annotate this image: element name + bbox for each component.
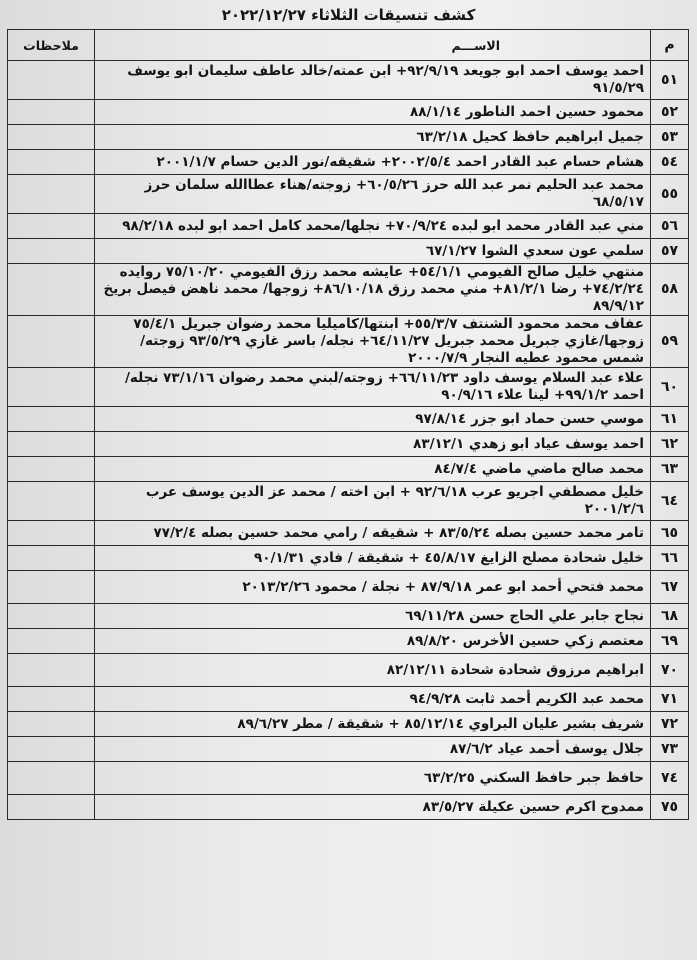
row-number: ٥٥ [651, 175, 689, 214]
table-row [8, 239, 689, 264]
table-row [8, 125, 689, 150]
row-notes [8, 214, 95, 239]
row-notes [8, 61, 95, 100]
row-name: موسي حسن حماد ابو جزر ٩٧/٨/١٤ [95, 407, 651, 432]
row-notes [8, 239, 95, 264]
row-number: ٦١ [651, 407, 689, 432]
row-notes [8, 407, 95, 432]
table-row [8, 214, 689, 239]
table-row [8, 737, 689, 762]
row-name: ممدوح اكرم حسين عكيلة ٨٣/٥/٢٧ [95, 795, 651, 820]
row-notes [8, 457, 95, 482]
row-notes [8, 150, 95, 175]
row-number: ٦٣ [651, 457, 689, 482]
table-row [8, 407, 689, 432]
table-body [8, 61, 689, 820]
row-notes [8, 762, 95, 795]
row-name: محمود حسين احمد الناطور ٨٨/١/١٤ [95, 100, 651, 125]
row-name: تامر محمد حسين بصله ٨٣/٥/٢٤ + شقيقه / رامي محمد حسين بصله ٧٧/٢/٤ [95, 521, 651, 546]
row-number: ٦٢ [651, 432, 689, 457]
table-row [8, 432, 689, 457]
row-name: نجاح جابر علي الحاج حسن ٦٩/١١/٢٨ [95, 604, 651, 629]
row-number: ٥٨ [651, 264, 689, 316]
row-number: ٦٤ [651, 482, 689, 521]
row-name: منتهي خليل صالح الفيومي ٥٤/١/١+ عايشه محمد رزق الفيومي ٧٥/١٠/٢٠ روايده ٧٤/٢/٢٤+ رضا ٨١/٢/١+ مني محمد رزق ٨٦/١٠/١٨+ زوجها/ محمد ناهض فيصل بريخ ٨٩/٩/١٢ [95, 264, 651, 316]
row-number: ٧٣ [651, 737, 689, 762]
row-name: ابراهيم مرزوق شحادة شحادة ٨٢/١٢/١١ [95, 654, 651, 687]
row-number: ٦٦ [651, 546, 689, 571]
row-number: ٧٠ [651, 654, 689, 687]
row-number: ٥٢ [651, 100, 689, 125]
table-row [8, 687, 689, 712]
row-number: ٥٦ [651, 214, 689, 239]
table-header-row [8, 30, 689, 61]
row-name: خليل مصطفي اجريو عرب ٩٢/٦/١٨ + ابن اخته / محمد عز الدين يوسف عرب ٢٠٠١/٢/٦ [95, 482, 651, 521]
row-name: مني عبد القادر محمد ابو لبده ٧٠/٩/٢٤+ نجلها/محمد كامل احمد ابو لبده ٩٨/٢/١٨ [95, 214, 651, 239]
row-notes [8, 571, 95, 604]
row-name: علاء عبد السلام يوسف داود ٦٦/١١/٢٣+ زوجته/لبني محمد رضوان ٧٣/١/١٦ نجله/ احمد ٩٩/١/٢+ لينا علاء ٩٠/٩/١٦ [95, 368, 651, 407]
row-notes [8, 316, 95, 368]
row-notes [8, 100, 95, 125]
row-notes [8, 546, 95, 571]
row-name: جميل ابراهيم حافظ كحيل ٦٣/٢/١٨ [95, 125, 651, 150]
row-name: جلال يوسف أحمد عياد ٨٧/٦/٢ [95, 737, 651, 762]
table-row [8, 150, 689, 175]
table-row [8, 457, 689, 482]
row-number: ٦٥ [651, 521, 689, 546]
row-notes [8, 712, 95, 737]
row-notes [8, 629, 95, 654]
row-name: محمد فتحي أحمد ابو عمر ٨٧/٩/١٨ + نجلة / محمود ٢٠١٣/٢/٢٦ [95, 571, 651, 604]
row-number: ٦٨ [651, 604, 689, 629]
table-row [8, 629, 689, 654]
roster-table [7, 29, 689, 820]
row-notes [8, 795, 95, 820]
row-number: ٦٩ [651, 629, 689, 654]
table-row [8, 604, 689, 629]
header-name: الاســـم [95, 30, 651, 61]
row-number: ٥٩ [651, 316, 689, 368]
row-name: خليل شحادة مصلح الزايغ ٤٥/٨/١٧ + شقيقة / فادي ٩٠/١/٣١ [95, 546, 651, 571]
row-number: ٧٥ [651, 795, 689, 820]
row-name: شريف بشير عليان البراوي ٨٥/١٢/١٤ + شقيقة / مطر ٨٩/٦/٢٧ [95, 712, 651, 737]
row-number: ٧٢ [651, 712, 689, 737]
row-number: ٦٧ [651, 571, 689, 604]
row-name: محمد صالح ماضي ماضي ٨٤/٧/٤ [95, 457, 651, 482]
row-number: ٧٤ [651, 762, 689, 795]
table-row [8, 482, 689, 521]
row-number: ٥٣ [651, 125, 689, 150]
row-name: محمد عبد الكريم أحمد ثابت ٩٤/٩/٢٨ [95, 687, 651, 712]
row-name: سلمي عون سعدي الشوا ٦٧/١/٢٧ [95, 239, 651, 264]
table-row [8, 175, 689, 214]
table-row [8, 762, 689, 795]
row-notes [8, 368, 95, 407]
row-number: ٥١ [651, 61, 689, 100]
row-notes [8, 654, 95, 687]
row-notes [8, 604, 95, 629]
row-name: هشام حسام عبد القادر احمد ٢٠٠٢/٥/٤+ شقيقه/نور الدين حسام ٢٠٠١/١/٧ [95, 150, 651, 175]
row-notes [8, 175, 95, 214]
table-row [8, 100, 689, 125]
row-notes [8, 125, 95, 150]
table-row [8, 795, 689, 820]
row-notes [8, 521, 95, 546]
row-notes [8, 432, 95, 457]
table-row [8, 571, 689, 604]
row-name: معتصم زكي حسين الأخرس ٨٩/٨/٢٠ [95, 629, 651, 654]
row-name: احمد يوسف عياد ابو زهدي ٨٣/١٢/١ [95, 432, 651, 457]
table-row [8, 61, 689, 100]
row-notes [8, 687, 95, 712]
table-row [8, 521, 689, 546]
table-row [8, 264, 689, 316]
header-number: م [651, 30, 689, 61]
header-notes: ملاحظات [8, 30, 95, 61]
row-number: ٧١ [651, 687, 689, 712]
row-number: ٥٤ [651, 150, 689, 175]
row-number: ٥٧ [651, 239, 689, 264]
table-row [8, 712, 689, 737]
table-row [8, 316, 689, 368]
row-notes [8, 482, 95, 521]
row-number: ٦٠ [651, 368, 689, 407]
row-notes [8, 264, 95, 316]
page-title: كشف تنسيقات الثلاثاء ٢٠٢٢/١٢/٢٧ [221, 6, 476, 24]
table-row [8, 546, 689, 571]
table-row [8, 368, 689, 407]
row-name: محمد عبد الحليم نمر عبد الله حرز ٦٠/٥/٢٦+ زوجته/هناء عطاالله سلمان حرز ٦٨/٥/١٧ [95, 175, 651, 214]
row-name: حافظ جبر حافظ السكني ٦٣/٢/٢٥ [95, 762, 651, 795]
table-row [8, 654, 689, 687]
row-name: احمد يوسف احمد ابو جويعد ٩٢/٩/١٩+ ابن عمته/خالد عاطف سليمان ابو يوسف ٩١/٥/٢٩ [95, 61, 651, 100]
row-notes [8, 737, 95, 762]
row-name: عفاف محمد محمود الشنتف ٥٥/٣/٧+ ابنتها/كاميليا محمد رضوان جبريل ٧٥/٤/١ زوجها/غازي جبريل محمد جبريل ٦٤/١١/٢٧+ نجله/ باسر غازي ٩٣/٥/٢٩ زوجته/شمس محمود عطيه النجار ٢٠٠٠/٧/٩ [95, 316, 651, 368]
